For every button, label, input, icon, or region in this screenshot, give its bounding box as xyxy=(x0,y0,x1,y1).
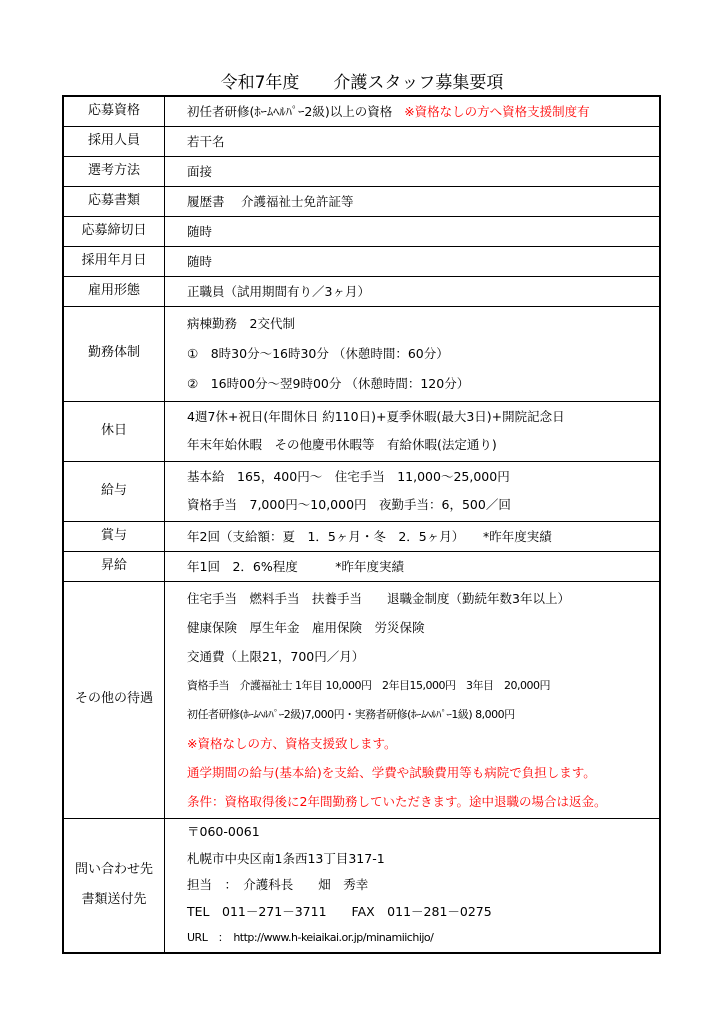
row-label: 給与 xyxy=(63,461,165,521)
table-row xyxy=(63,96,660,126)
recruitment-table xyxy=(62,95,661,954)
row-value xyxy=(165,581,661,818)
support-note-line: ※資格なしの方、資格支援致します。 xyxy=(187,735,397,751)
table-row xyxy=(63,126,660,156)
benefit-line: 資格手当 介護福祉士 1年目 10,000円 2年目15,000円 3年目 20,000円 xyxy=(187,678,550,692)
table-row xyxy=(63,186,660,216)
row-value xyxy=(165,818,661,953)
row-label: 応募書類 xyxy=(63,186,165,216)
contact-label: 問い合わせ先 xyxy=(74,862,153,878)
table-row xyxy=(63,216,660,246)
work-line: ① 8時30分～16時30分 （休憩時間：60分） xyxy=(187,345,449,361)
table-row xyxy=(63,276,660,306)
support-note-line: 通学期間の給与(基本給)を支給、学費や試験費用等も病院で負担します。 xyxy=(187,764,596,780)
row-label: 選考方法 xyxy=(63,156,165,186)
work-line: 病棟勤務 2交代制 xyxy=(187,315,295,331)
table-row xyxy=(63,156,660,186)
row-label: 雇用形態 xyxy=(63,276,165,306)
row-value: 年2回（支給額：夏 1．5ヶ月・冬 2．5ヶ月） *昨年度実績 xyxy=(165,521,661,551)
address: 札幌市中央区南1条西13丁目317-1 xyxy=(187,850,385,866)
benefit-line: 交通費（上限21，700円／月） xyxy=(187,648,365,664)
phone-fax: TEL 011－271－3711 FAX 011－281－0275 xyxy=(187,903,492,919)
table-row xyxy=(63,246,660,276)
table-row xyxy=(63,461,660,521)
row-label: 採用人員 xyxy=(63,126,165,156)
page-title: 令和7年度 介護スタッフ募集要項 xyxy=(220,73,504,93)
salary-line: 基本給 165，400円～ 住宅手当 11,000～25,000円 xyxy=(187,469,510,484)
row-label xyxy=(63,818,165,953)
table-row xyxy=(63,306,660,401)
row-label: 昇給 xyxy=(63,551,165,581)
support-note-line: 条件：資格取得後に2年間勤務していただきます。途中退職の場合は返金。 xyxy=(187,793,607,809)
row-label: 賞与 xyxy=(63,521,165,551)
row-value xyxy=(165,401,661,461)
mailing-label: 書類送付先 xyxy=(81,892,147,908)
row-label: その他の待遇 xyxy=(63,581,165,818)
qualification-text: 初任者研修(ﾎｰﾑﾍﾙﾊﾟｰ2級)以上の資格 xyxy=(187,104,393,120)
table-row xyxy=(63,818,660,953)
row-value: 随時 xyxy=(165,246,661,276)
benefit-line: 住宅手当 燃料手当 扶養手当 退職金制度（勤続年数3年以上） xyxy=(187,590,570,606)
row-value: 若干名 xyxy=(165,126,661,156)
benefit-line: 健康保険 厚生年金 雇用保険 労災保険 xyxy=(187,619,425,635)
website-url[interactable]: URL ： http://www.h-keiaikai.or.jp/minamiichijo/ xyxy=(187,931,434,944)
holiday-line: 年末年始休暇 その他慶弔休暇等 有給休暇(法定通り) xyxy=(187,437,497,452)
qualification-support-note: ※資格なしの方へ資格支援制度有 xyxy=(404,104,590,120)
row-value: 面接 xyxy=(165,156,661,186)
salary-line: 資格手当 7,000円～10,000円 夜勤手当：6，500／回 xyxy=(187,497,511,512)
row-value: 正職員（試用期間有り／3ヶ月） xyxy=(165,276,661,306)
row-value xyxy=(165,96,661,126)
postal-code: 〒060-0061 xyxy=(187,824,260,839)
table-row xyxy=(63,551,660,581)
row-label: 休日 xyxy=(63,401,165,461)
holiday-line: 4週7休+祝日(年間休日 約110日)+夏季休暇(最大3日)+開院記念日 xyxy=(187,409,565,424)
row-value: 履歴書 介護福祉士免許証等 xyxy=(165,186,661,216)
row-label: 勤務体制 xyxy=(63,306,165,401)
row-label: 採用年月日 xyxy=(63,246,165,276)
row-value xyxy=(165,306,661,401)
table-row xyxy=(63,581,660,818)
row-label: 応募資格 xyxy=(63,96,165,126)
work-line: ② 16時00分～翌9時00分 （休憩時間：120分） xyxy=(187,375,470,391)
row-value xyxy=(165,461,661,521)
benefit-line: 初任者研修(ﾎｰﾑﾍﾙﾊﾟｰ2級)7,000円・実務者研修(ﾎｰﾑﾍﾙﾊﾟｰ1級) 8,000円 xyxy=(187,707,515,721)
table-row xyxy=(63,521,660,551)
row-value: 年1回 2．6%程度 *昨年度実績 xyxy=(165,551,661,581)
contact-person: 担当 ： 介護科長 畑 秀幸 xyxy=(187,877,369,892)
table-row xyxy=(63,401,660,461)
row-value: 随時 xyxy=(165,216,661,246)
row-label: 応募締切日 xyxy=(63,216,165,246)
